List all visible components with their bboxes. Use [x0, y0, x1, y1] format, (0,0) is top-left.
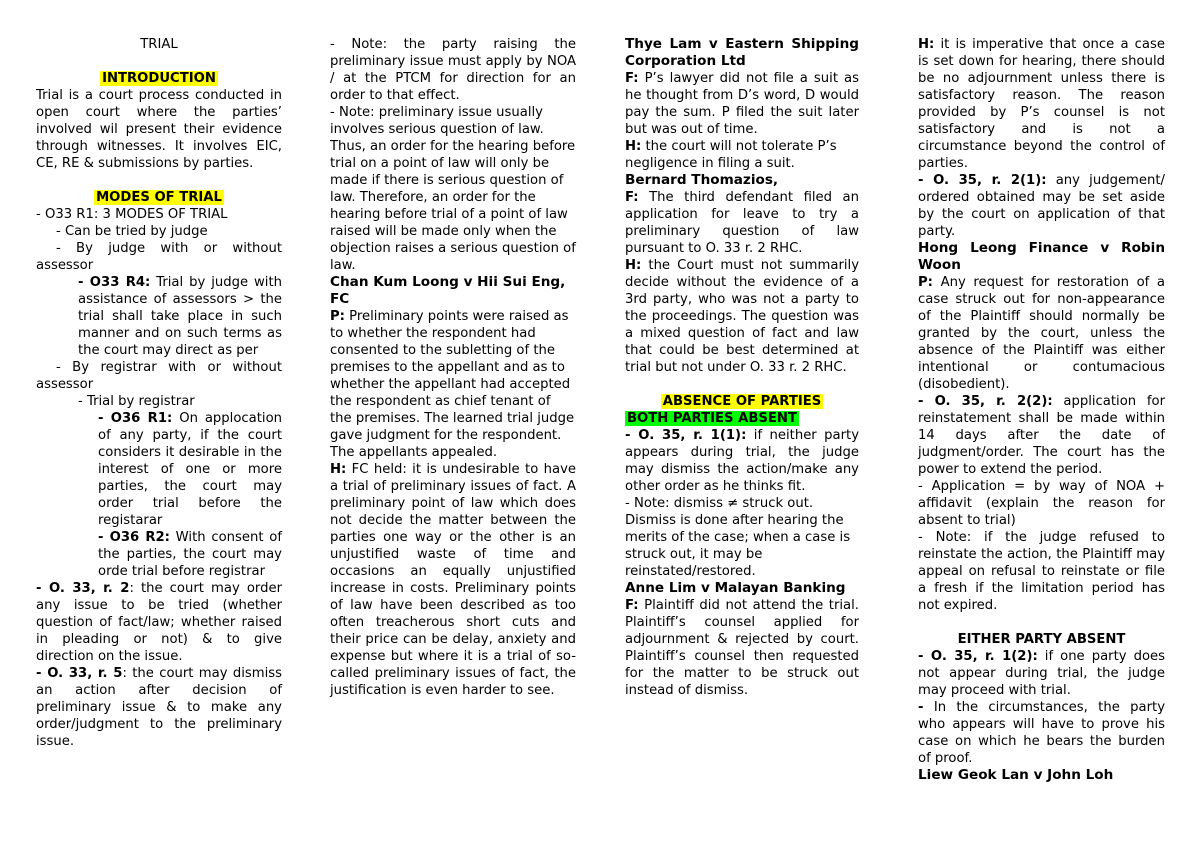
modes-line-1: - O33 R1: 3 MODES OF TRIAL: [36, 207, 228, 222]
note-noa: - Note: the party raising the preliminary issue must apply by NOA / at the PTCM for direction for an order to that effect.: [330, 37, 576, 103]
modes-line-2: - Can be tried by judge: [56, 224, 208, 239]
modes-line-4: - O33 R4: Trial by judge with assistance of assessors > the trial shall take place in such manner and on such terms as the court may direct as per: [78, 275, 282, 358]
modes-line-6: - Trial by registrar: [78, 394, 195, 409]
column-1: [36, 36, 282, 750]
note-refuse: - Note: if the judge refused to reinstate the action, the Plaintiff may appeal on refusal to reinstate or file a fresh if the limitation period has not expired.: [918, 530, 1165, 613]
case-liew-geok-lan-title: Liew Geok Lan v John Loh: [918, 767, 1114, 783]
modes-line-5: - By registrar with or without assessor: [36, 360, 282, 392]
case-anne-lim-title: Anne Lim v Malayan Banking: [625, 580, 846, 596]
case-thye-lam-title: Thye Lam v Eastern Shipping Corporation Ltd: [625, 36, 859, 69]
page-title: TRIAL: [140, 37, 178, 52]
case-chan-kum-loong-h: H: FC held: it is undesirable to have a trial of preliminary issues of fact. A preliminary point of law which does not decide the matter between the parties one way or the other is an unjustified waste of time and occasions an equally unjustified increase in costs. Preliminary points of law have been described as too often treacherous short cuts and their price can be delay, anxiety and expense but where it is a trial of so-called preliminary issues of fact, the justification is even harder to see.: [330, 462, 576, 698]
o35-r2-2-paragraph: - O. 35, r. 2(2): application for reinstatement shall be made within 14 days after the date of judgment/order. The court has the power to extend the period.: [918, 394, 1165, 477]
o35-r2-1-paragraph: - O. 35, r. 2(1): any judgement/ ordered obtained may be set aside by the court on application of that party.: [918, 173, 1165, 239]
modes-heading: MODES OF TRIAL: [96, 190, 222, 205]
column-3: [625, 36, 859, 699]
modes-line-3: - By judge with or without assessor: [36, 241, 282, 273]
modes-line-7: - O36 R1: On applocation of any party, if the court considers it desirable in the interest of one or more parties, the court may order trial before the registarar: [98, 411, 282, 528]
either-absent-heading: EITHER PARTY ABSENT: [957, 632, 1126, 647]
case-hong-leong-title: Hong Leong Finance v Robin Woon: [918, 240, 1165, 273]
application-note: - Application = by way of NOA + affidavit (explain the reason for absent to trial): [918, 479, 1165, 528]
case-chan-kum-loong-p: P: Preliminary points were raised as to whether the respondent had consented to the subletting of the premises to the appellant and as to whether the appellant had accepted the respondent as chief tenant of the premises. The learned trial judge gave judgment for the respondent. The appellants appealed.: [330, 309, 575, 460]
o35-r1-2-paragraph: - O. 35, r. 1(2): if one party does not appear during trial, the judge may proceed with trial.: [918, 649, 1165, 698]
case-bernard-h: H: the Court must not summarily decide without the evidence of a 3rd party, who was not a party to the proceedings. The question was a mixed question of fact and law that could be best determined at trial but not under O. 33 r. 2 RHC.: [625, 258, 859, 375]
case-anne-lim-f: F: Plaintiff did not attend the trial. Plaintiff’s counsel applied for adjournment & rejected by court. Plaintiff’s counsel then requested for the matter to be struck out instead of dismiss.: [625, 598, 859, 698]
case-anne-lim-h: H: it is imperative that once a case is set down for hearing, there should be no adjournment unless there is satisfactory reason. The reason provided by P’s counsel is not satisfactory and is not a circumstance beyond the control of parties.: [918, 37, 1165, 171]
column-2: [330, 36, 576, 699]
case-thye-lam-f: F: P’s lawyer did not file a suit as he thought from D’s word, D would pay the sum. P filed the suit later but was out of time.: [625, 71, 859, 137]
case-thye-lam-h: H: the court will not tolerate P’s negligence in filing a suit.: [625, 139, 837, 171]
o35-r1-1-paragraph: - O. 35, r. 1(1): if neither party appears during trial, the judge may dismiss the action/make any other order as he thinks fit.: [625, 428, 859, 494]
note-dismiss: - Note: dismiss ≠ struck out. Dismiss is done after hearing the merits of the case; when a case is struck out, it may be reinstated/restored.: [625, 496, 851, 579]
case-hong-leong-p: P: Any request for restoration of a case struck out for non-appearance of the Plaintiff should normally be granted by the court, unless the absence of the Plaintiff was either intentional or contumacious (disobedient).: [918, 275, 1165, 392]
introduction-text: Trial is a court process conducted in open court where the parties’ involved wil present their evidence through witnesses. It involves EIC, CE, RE & submissions by parties.: [36, 88, 282, 171]
case-bernard-title: Bernard Thomazios,: [625, 172, 779, 188]
introduction-heading: INTRODUCTION: [102, 71, 216, 86]
note-preliminary-issue: - Note: preliminary issue usually involves serious question of law. Thus, an order for the hearing before trial on a point of law will only be made if there is serious question of law. Therefore, an order for the hearing before trial of a point of law raised will be made only when the objection raises a serious question of law.: [330, 105, 576, 273]
both-absent-heading: BOTH PARTIES ABSENT: [627, 411, 797, 426]
case-bernard-f: F: The third defendant filed an application for leave to try a preliminary question of law pursuant to O. 33 r. 2 RHC.: [625, 190, 859, 256]
o33-r5-paragraph: - O. 33, r. 5: the court may dismiss an action after decision of preliminary issue & to make any order/judgment to the preliminary issue.: [36, 666, 283, 749]
case-chan-kum-loong-title: Chan Kum Loong v Hii Sui Eng, FC: [330, 274, 566, 307]
circumstances-paragraph: - In the circumstances, the party who appears will have to prove his case on which he bears the burden of proof.: [918, 700, 1165, 766]
o33-r2-paragraph: - O. 33, r. 2: the court may order any issue to be tried (whether question of fact/law; whether raised in pleading or not) & to give direction on the issue.: [36, 581, 282, 664]
modes-line-8: - O36 R2: With consent of the parties, the court may orde trial before registrar: [98, 530, 283, 579]
column-4: [918, 36, 1165, 784]
absence-heading: ABSENCE OF PARTIES: [662, 394, 822, 409]
